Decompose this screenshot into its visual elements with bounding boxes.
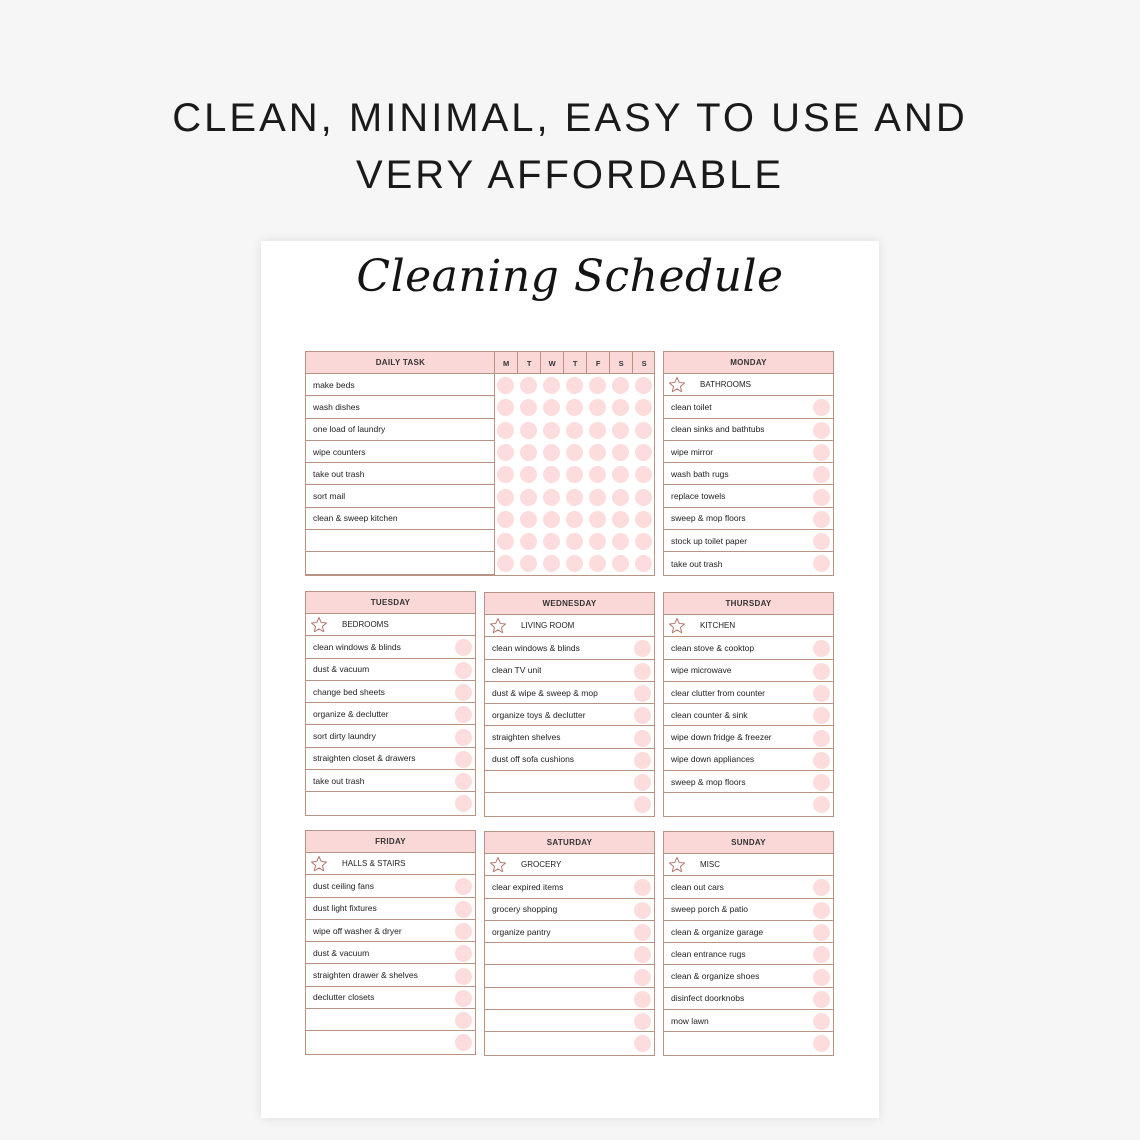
tuesday-header: TUESDAY — [306, 592, 475, 614]
daily-checkbox-dot[interactable] — [543, 422, 560, 439]
checkbox-dot[interactable] — [634, 663, 651, 680]
tuesday-box — [305, 591, 476, 816]
daily-checkbox-dot[interactable] — [612, 399, 629, 416]
friday-task-row — [306, 1009, 475, 1031]
checkbox-dot[interactable] — [455, 706, 472, 723]
monday-task-label: wipe mirror — [671, 446, 714, 457]
tuesday-task-row — [306, 748, 475, 770]
monday-task-row — [664, 463, 833, 485]
tuesday-task-label: clean windows & blinds — [313, 641, 401, 652]
wednesday-task-row — [485, 771, 654, 793]
checkbox-dot[interactable] — [455, 684, 472, 701]
wednesday-task-label: clean TV unit — [492, 665, 542, 676]
checkbox-dot[interactable] — [813, 1035, 830, 1052]
daily-task-label: clean & sweep kitchen — [313, 513, 398, 524]
checkbox-dot[interactable] — [455, 751, 472, 768]
checkbox-dot[interactable] — [455, 968, 472, 985]
daily-checkbox-dot[interactable] — [497, 466, 514, 483]
daily-checkbox-dot[interactable] — [612, 555, 629, 572]
checkbox-dot[interactable] — [634, 1013, 651, 1030]
saturday-task-row — [485, 1032, 654, 1054]
saturday-category-label: GROCERY — [521, 860, 562, 870]
daily-checkbox-dot[interactable] — [635, 489, 652, 506]
daily-task-label: one load of laundry — [313, 424, 386, 435]
daily-checkbox-dot[interactable] — [566, 466, 583, 483]
daily-checkbox-dot[interactable] — [566, 533, 583, 550]
monday-task-label: take out trash — [671, 558, 723, 569]
checkbox-dot[interactable] — [634, 752, 651, 769]
daily-checkbox-dot[interactable] — [520, 466, 537, 483]
checkbox-dot[interactable] — [813, 422, 830, 439]
daily-checkbox-dot[interactable] — [497, 511, 514, 528]
daily-checkbox-dot[interactable] — [635, 533, 652, 550]
checkbox-dot[interactable] — [455, 990, 472, 1007]
daily-task-row — [306, 463, 495, 485]
wednesday-category-row — [485, 615, 654, 637]
thursday-header: THURSDAY — [664, 593, 833, 615]
sunday-task-label: clean & organize shoes — [671, 971, 760, 982]
daily-day-header: S — [609, 352, 632, 374]
sunday-header: SUNDAY — [664, 832, 833, 854]
saturday-task-row — [485, 943, 654, 965]
daily-task-row — [306, 486, 495, 508]
wednesday-task-label: dust off sofa cushions — [492, 754, 575, 765]
friday-category-label: HALLS & STAIRS — [342, 859, 406, 869]
daily-checkbox-dot[interactable] — [520, 555, 537, 572]
daily-task-row — [306, 441, 495, 463]
friday-task-label: dust light fixtures — [313, 903, 377, 914]
checkbox-dot[interactable] — [455, 773, 472, 790]
monday-task-label: wash bath rugs — [671, 468, 729, 479]
sunday-task-row — [664, 988, 833, 1010]
checkbox-dot[interactable] — [634, 685, 651, 702]
friday-task-row — [306, 875, 475, 897]
thursday-task-row — [664, 749, 833, 771]
daily-checkbox-dot[interactable] — [566, 555, 583, 572]
thursday-task-row — [664, 704, 833, 726]
monday-box — [663, 351, 834, 576]
wednesday-category-label: LIVING ROOM — [521, 621, 575, 631]
star-icon — [310, 855, 328, 873]
star-icon — [668, 617, 686, 635]
headline-line-2: VERY AFFORDABLE — [355, 153, 785, 197]
thursday-task-label: clean stove & cooktop — [671, 642, 755, 653]
daily-task-row — [306, 530, 495, 552]
daily-task-row — [306, 396, 495, 418]
tuesday-category-row — [306, 614, 475, 636]
star-icon — [489, 856, 507, 874]
thursday-task-label: clean counter & sink — [671, 709, 748, 720]
monday-task-row — [664, 508, 833, 530]
checkbox-dot[interactable] — [813, 444, 830, 461]
sunday-box — [663, 831, 834, 1056]
checkbox-dot[interactable] — [634, 1035, 651, 1052]
daily-task-row — [306, 374, 495, 396]
checkbox-dot[interactable] — [813, 511, 830, 528]
daily-day-header: M — [494, 352, 517, 374]
checkbox-dot[interactable] — [813, 730, 830, 747]
daily-checkbox-dot[interactable] — [520, 377, 537, 394]
daily-checkbox-dot[interactable] — [543, 377, 560, 394]
daily-day-header: F — [586, 352, 609, 374]
sunday-task-row — [664, 966, 833, 988]
thursday-task-row — [664, 793, 833, 815]
saturday-header: SATURDAY — [485, 832, 654, 854]
daily-checkbox-dot[interactable] — [520, 399, 537, 416]
checkbox-dot[interactable] — [813, 555, 830, 572]
daily-day-header: S — [632, 352, 655, 374]
daily-checkbox-dot[interactable] — [635, 466, 652, 483]
wednesday-task-row — [485, 704, 654, 726]
sunday-task-row — [664, 876, 833, 898]
friday-task-label: dust & vacuum — [313, 947, 370, 958]
daily-checkbox-dot[interactable] — [635, 422, 652, 439]
tuesday-task-label: straighten closet & drawers — [313, 753, 416, 764]
sunday-category-label: MISC — [700, 860, 720, 870]
saturday-task-label: clear expired items — [492, 881, 564, 892]
checkbox-dot[interactable] — [813, 663, 830, 680]
monday-task-label: sweep & mop floors — [671, 513, 746, 524]
checkbox-dot[interactable] — [813, 902, 830, 919]
sheet-title: Cleaning Schedule — [356, 251, 784, 302]
daily-checkbox-dot[interactable] — [635, 444, 652, 461]
wednesday-header: WEDNESDAY — [485, 593, 654, 615]
checkbox-dot[interactable] — [634, 946, 651, 963]
thursday-task-row — [664, 771, 833, 793]
star-icon — [668, 856, 686, 874]
monday-task-row — [664, 419, 833, 441]
checkbox-dot[interactable] — [813, 1013, 830, 1030]
wednesday-box — [484, 592, 655, 817]
daily-checkbox-dot[interactable] — [497, 555, 514, 572]
wednesday-task-row — [485, 660, 654, 682]
checkbox-dot[interactable] — [813, 752, 830, 769]
checkbox-dot[interactable] — [455, 878, 472, 895]
friday-task-label: declutter closets — [313, 992, 375, 1003]
checkbox-dot[interactable] — [634, 879, 651, 896]
daily-checkbox-dot[interactable] — [543, 444, 560, 461]
checkbox-dot[interactable] — [455, 901, 472, 918]
checkbox-dot[interactable] — [455, 662, 472, 679]
tuesday-task-row — [306, 792, 475, 814]
checkbox-dot[interactable] — [813, 796, 830, 813]
checkbox-dot[interactable] — [813, 399, 830, 416]
daily-checkbox-dot[interactable] — [543, 466, 560, 483]
daily-checkbox-dot[interactable] — [612, 489, 629, 506]
checkbox-dot[interactable] — [813, 685, 830, 702]
checkbox-dot[interactable] — [455, 729, 472, 746]
saturday-task-row — [485, 899, 654, 921]
wednesday-task-row — [485, 682, 654, 704]
star-icon — [489, 617, 507, 635]
tuesday-task-label: organize & declutter — [313, 708, 389, 719]
sunday-task-row — [664, 899, 833, 921]
friday-box — [305, 830, 476, 1055]
saturday-task-row — [485, 876, 654, 898]
checkbox-dot[interactable] — [813, 640, 830, 657]
daily-task-label: sort mail — [313, 491, 346, 502]
thursday-task-row — [664, 727, 833, 749]
daily-checkbox-dot[interactable] — [635, 377, 652, 394]
wednesday-task-row — [485, 793, 654, 815]
saturday-task-row — [485, 988, 654, 1010]
friday-task-row — [306, 942, 475, 964]
thursday-category-label: KITCHEN — [700, 621, 736, 631]
headline-line-1: CLEAN, MINIMAL, EASY TO USE AND — [172, 96, 968, 140]
daily-checkbox-dot[interactable] — [543, 489, 560, 506]
sunday-task-row — [664, 921, 833, 943]
thursday-task-row — [664, 660, 833, 682]
sunday-task-label: clean & organize garage — [671, 926, 764, 937]
monday-task-row — [664, 530, 833, 552]
checkbox-dot[interactable] — [455, 1034, 472, 1051]
sunday-task-label: clean out cars — [671, 881, 724, 892]
daily-checkbox-dot[interactable] — [589, 422, 606, 439]
daily-checkbox-dot[interactable] — [520, 444, 537, 461]
tuesday-task-label: take out trash — [313, 775, 365, 786]
daily-checkbox-dot[interactable] — [612, 466, 629, 483]
daily-task-label: wipe counters — [313, 446, 366, 457]
wednesday-task-label: straighten shelves — [492, 732, 561, 743]
thursday-task-label: wipe down fridge & freezer — [671, 732, 772, 743]
checkbox-dot[interactable] — [455, 1012, 472, 1029]
saturday-box — [484, 831, 655, 1056]
friday-task-label: wipe off washer & dryer — [313, 925, 402, 936]
daily-checkbox-dot[interactable] — [589, 444, 606, 461]
saturday-category-row — [485, 854, 654, 876]
saturday-task-label: grocery shopping — [492, 904, 558, 915]
daily-checkbox-dot[interactable] — [589, 399, 606, 416]
wednesday-task-row — [485, 727, 654, 749]
tuesday-task-label: dust & vacuum — [313, 664, 370, 675]
daily-checkbox-dot[interactable] — [543, 555, 560, 572]
thursday-category-row — [664, 615, 833, 637]
sunday-task-label: mow lawn — [671, 1015, 709, 1026]
star-icon — [310, 616, 328, 634]
friday-header: FRIDAY — [306, 831, 475, 853]
daily-checkbox-dot[interactable] — [635, 511, 652, 528]
daily-task-row — [306, 552, 495, 574]
checkbox-dot[interactable] — [455, 795, 472, 812]
thursday-task-label: clear clutter from counter — [671, 687, 766, 698]
daily-day-header: T — [517, 352, 540, 374]
daily-checkbox-dot[interactable] — [497, 399, 514, 416]
checkbox-dot[interactable] — [813, 707, 830, 724]
daily-checkbox-dot[interactable] — [566, 444, 583, 461]
checkbox-dot[interactable] — [813, 969, 830, 986]
daily-checkbox-dot[interactable] — [497, 422, 514, 439]
daily-checkbox-dot[interactable] — [543, 399, 560, 416]
daily-checkbox-dot[interactable] — [497, 489, 514, 506]
checkbox-dot[interactable] — [813, 774, 830, 791]
sunday-task-row — [664, 1032, 833, 1054]
tuesday-task-row — [306, 770, 475, 792]
daily-task-row — [306, 419, 495, 441]
daily-checkbox-dot[interactable] — [520, 489, 537, 506]
checkbox-dot[interactable] — [634, 902, 651, 919]
sunday-category-row — [664, 854, 833, 876]
monday-category-label: BATHROOMS — [700, 380, 751, 390]
checkbox-dot[interactable] — [634, 730, 651, 747]
daily-checkbox-dot[interactable] — [612, 533, 629, 550]
monday-task-row — [664, 486, 833, 508]
daily-checkbox-dot[interactable] — [566, 511, 583, 528]
saturday-task-row — [485, 1010, 654, 1032]
daily-checkbox-dot[interactable] — [589, 489, 606, 506]
checkbox-dot[interactable] — [634, 969, 651, 986]
tuesday-task-row — [306, 659, 475, 681]
checkbox-dot[interactable] — [813, 466, 830, 483]
sunday-task-label: clean entrance rugs — [671, 948, 746, 959]
daily-checkbox-dot[interactable] — [543, 533, 560, 550]
wednesday-task-label: organize toys & declutter — [492, 709, 586, 720]
checkbox-dot[interactable] — [813, 879, 830, 896]
daily-checkbox-dot[interactable] — [543, 511, 560, 528]
monday-task-row — [664, 441, 833, 463]
daily-task-title: DAILY TASK — [375, 358, 426, 367]
daily-task-label: wash dishes — [313, 401, 360, 412]
tuesday-task-label: change bed sheets — [313, 686, 385, 697]
sunday-task-label: disinfect doorknobs — [671, 993, 745, 1004]
star-icon — [668, 376, 686, 394]
monday-task-row — [664, 552, 833, 574]
daily-checkbox-dot[interactable] — [612, 511, 629, 528]
tuesday-task-label: sort dirty laundry — [313, 731, 376, 742]
wednesday-task-row — [485, 637, 654, 659]
thursday-task-row — [664, 682, 833, 704]
wednesday-task-row — [485, 749, 654, 771]
monday-task-label: clean sinks and bathtubs — [671, 424, 765, 435]
daily-task-box — [305, 351, 655, 576]
monday-header: MONDAY — [664, 352, 833, 374]
checkbox-dot[interactable] — [634, 640, 651, 657]
wednesday-task-label: clean windows & blinds — [492, 642, 580, 653]
friday-task-row — [306, 965, 475, 987]
daily-checkbox-dot[interactable] — [566, 422, 583, 439]
tuesday-task-row — [306, 681, 475, 703]
monday-task-row — [664, 396, 833, 418]
daily-task-label: make beds — [313, 379, 355, 390]
checkbox-dot[interactable] — [813, 489, 830, 506]
friday-task-label: dust ceiling fans — [313, 880, 374, 891]
friday-category-row — [306, 853, 475, 875]
daily-checkbox-dot[interactable] — [520, 511, 537, 528]
daily-checkbox-dot[interactable] — [635, 399, 652, 416]
friday-task-row — [306, 987, 475, 1009]
wednesday-task-label: dust & wipe & sweep & mop — [492, 687, 598, 698]
tuesday-category-label: BEDROOMS — [342, 620, 389, 630]
daily-checkbox-dot[interactable] — [589, 377, 606, 394]
sunday-task-row — [664, 943, 833, 965]
checkbox-dot[interactable] — [634, 774, 651, 791]
checkbox-dot[interactable] — [813, 946, 830, 963]
thursday-task-label: wipe down appliances — [671, 754, 755, 765]
checkbox-dot[interactable] — [813, 924, 830, 941]
tuesday-task-row — [306, 703, 475, 725]
tuesday-task-row — [306, 636, 475, 658]
checkbox-dot[interactable] — [634, 924, 651, 941]
friday-task-row — [306, 1031, 475, 1053]
daily-task-row — [306, 508, 495, 530]
daily-checkbox-dot[interactable] — [520, 533, 537, 550]
daily-checkbox-dot[interactable] — [612, 377, 629, 394]
thursday-task-label: wipe microwave — [671, 665, 732, 676]
saturday-task-label: organize pantry — [492, 926, 551, 937]
daily-checkbox-dot[interactable] — [612, 444, 629, 461]
daily-checkbox-dot[interactable] — [589, 466, 606, 483]
daily-checkbox-dot[interactable] — [589, 533, 606, 550]
friday-task-row — [306, 920, 475, 942]
monday-task-label: stock up toilet paper — [671, 535, 748, 546]
daily-checkbox-dot[interactable] — [589, 555, 606, 572]
daily-checkbox-dot[interactable] — [566, 377, 583, 394]
checkbox-dot[interactable] — [813, 991, 830, 1008]
daily-task-label: take out trash — [313, 468, 365, 479]
monday-task-label: replace towels — [671, 491, 726, 502]
daily-checkbox-dot[interactable] — [497, 444, 514, 461]
thursday-task-label: sweep & mop floors — [671, 776, 746, 787]
sunday-task-label: sweep porch & patio — [671, 904, 749, 915]
daily-checkbox-dot[interactable] — [520, 422, 537, 439]
daily-checkbox-dot[interactable] — [566, 489, 583, 506]
monday-task-label: clean toilet — [671, 401, 712, 412]
thursday-task-row — [664, 637, 833, 659]
checkbox-dot[interactable] — [455, 945, 472, 962]
daily-checkbox-dot[interactable] — [635, 555, 652, 572]
checkbox-dot[interactable] — [634, 991, 651, 1008]
monday-category-row — [664, 374, 833, 396]
daily-day-header: W — [540, 352, 563, 374]
daily-checkbox-dot[interactable] — [589, 511, 606, 528]
daily-checkbox-dot[interactable] — [497, 533, 514, 550]
checkbox-dot[interactable] — [634, 707, 651, 724]
tuesday-task-row — [306, 726, 475, 748]
daily-checkbox-dot[interactable] — [566, 399, 583, 416]
thursday-box — [663, 592, 834, 817]
saturday-task-row — [485, 966, 654, 988]
checkbox-dot[interactable] — [634, 796, 651, 813]
sunday-task-row — [664, 1010, 833, 1032]
daily-checkbox-dot[interactable] — [497, 377, 514, 394]
checkbox-dot[interactable] — [813, 533, 830, 550]
saturday-task-row — [485, 921, 654, 943]
friday-task-row — [306, 898, 475, 920]
daily-checkbox-dot[interactable] — [612, 422, 629, 439]
checkbox-dot[interactable] — [455, 923, 472, 940]
friday-task-label: straighten drawer & shelves — [313, 970, 418, 981]
checkbox-dot[interactable] — [455, 639, 472, 656]
daily-day-header: T — [563, 352, 586, 374]
